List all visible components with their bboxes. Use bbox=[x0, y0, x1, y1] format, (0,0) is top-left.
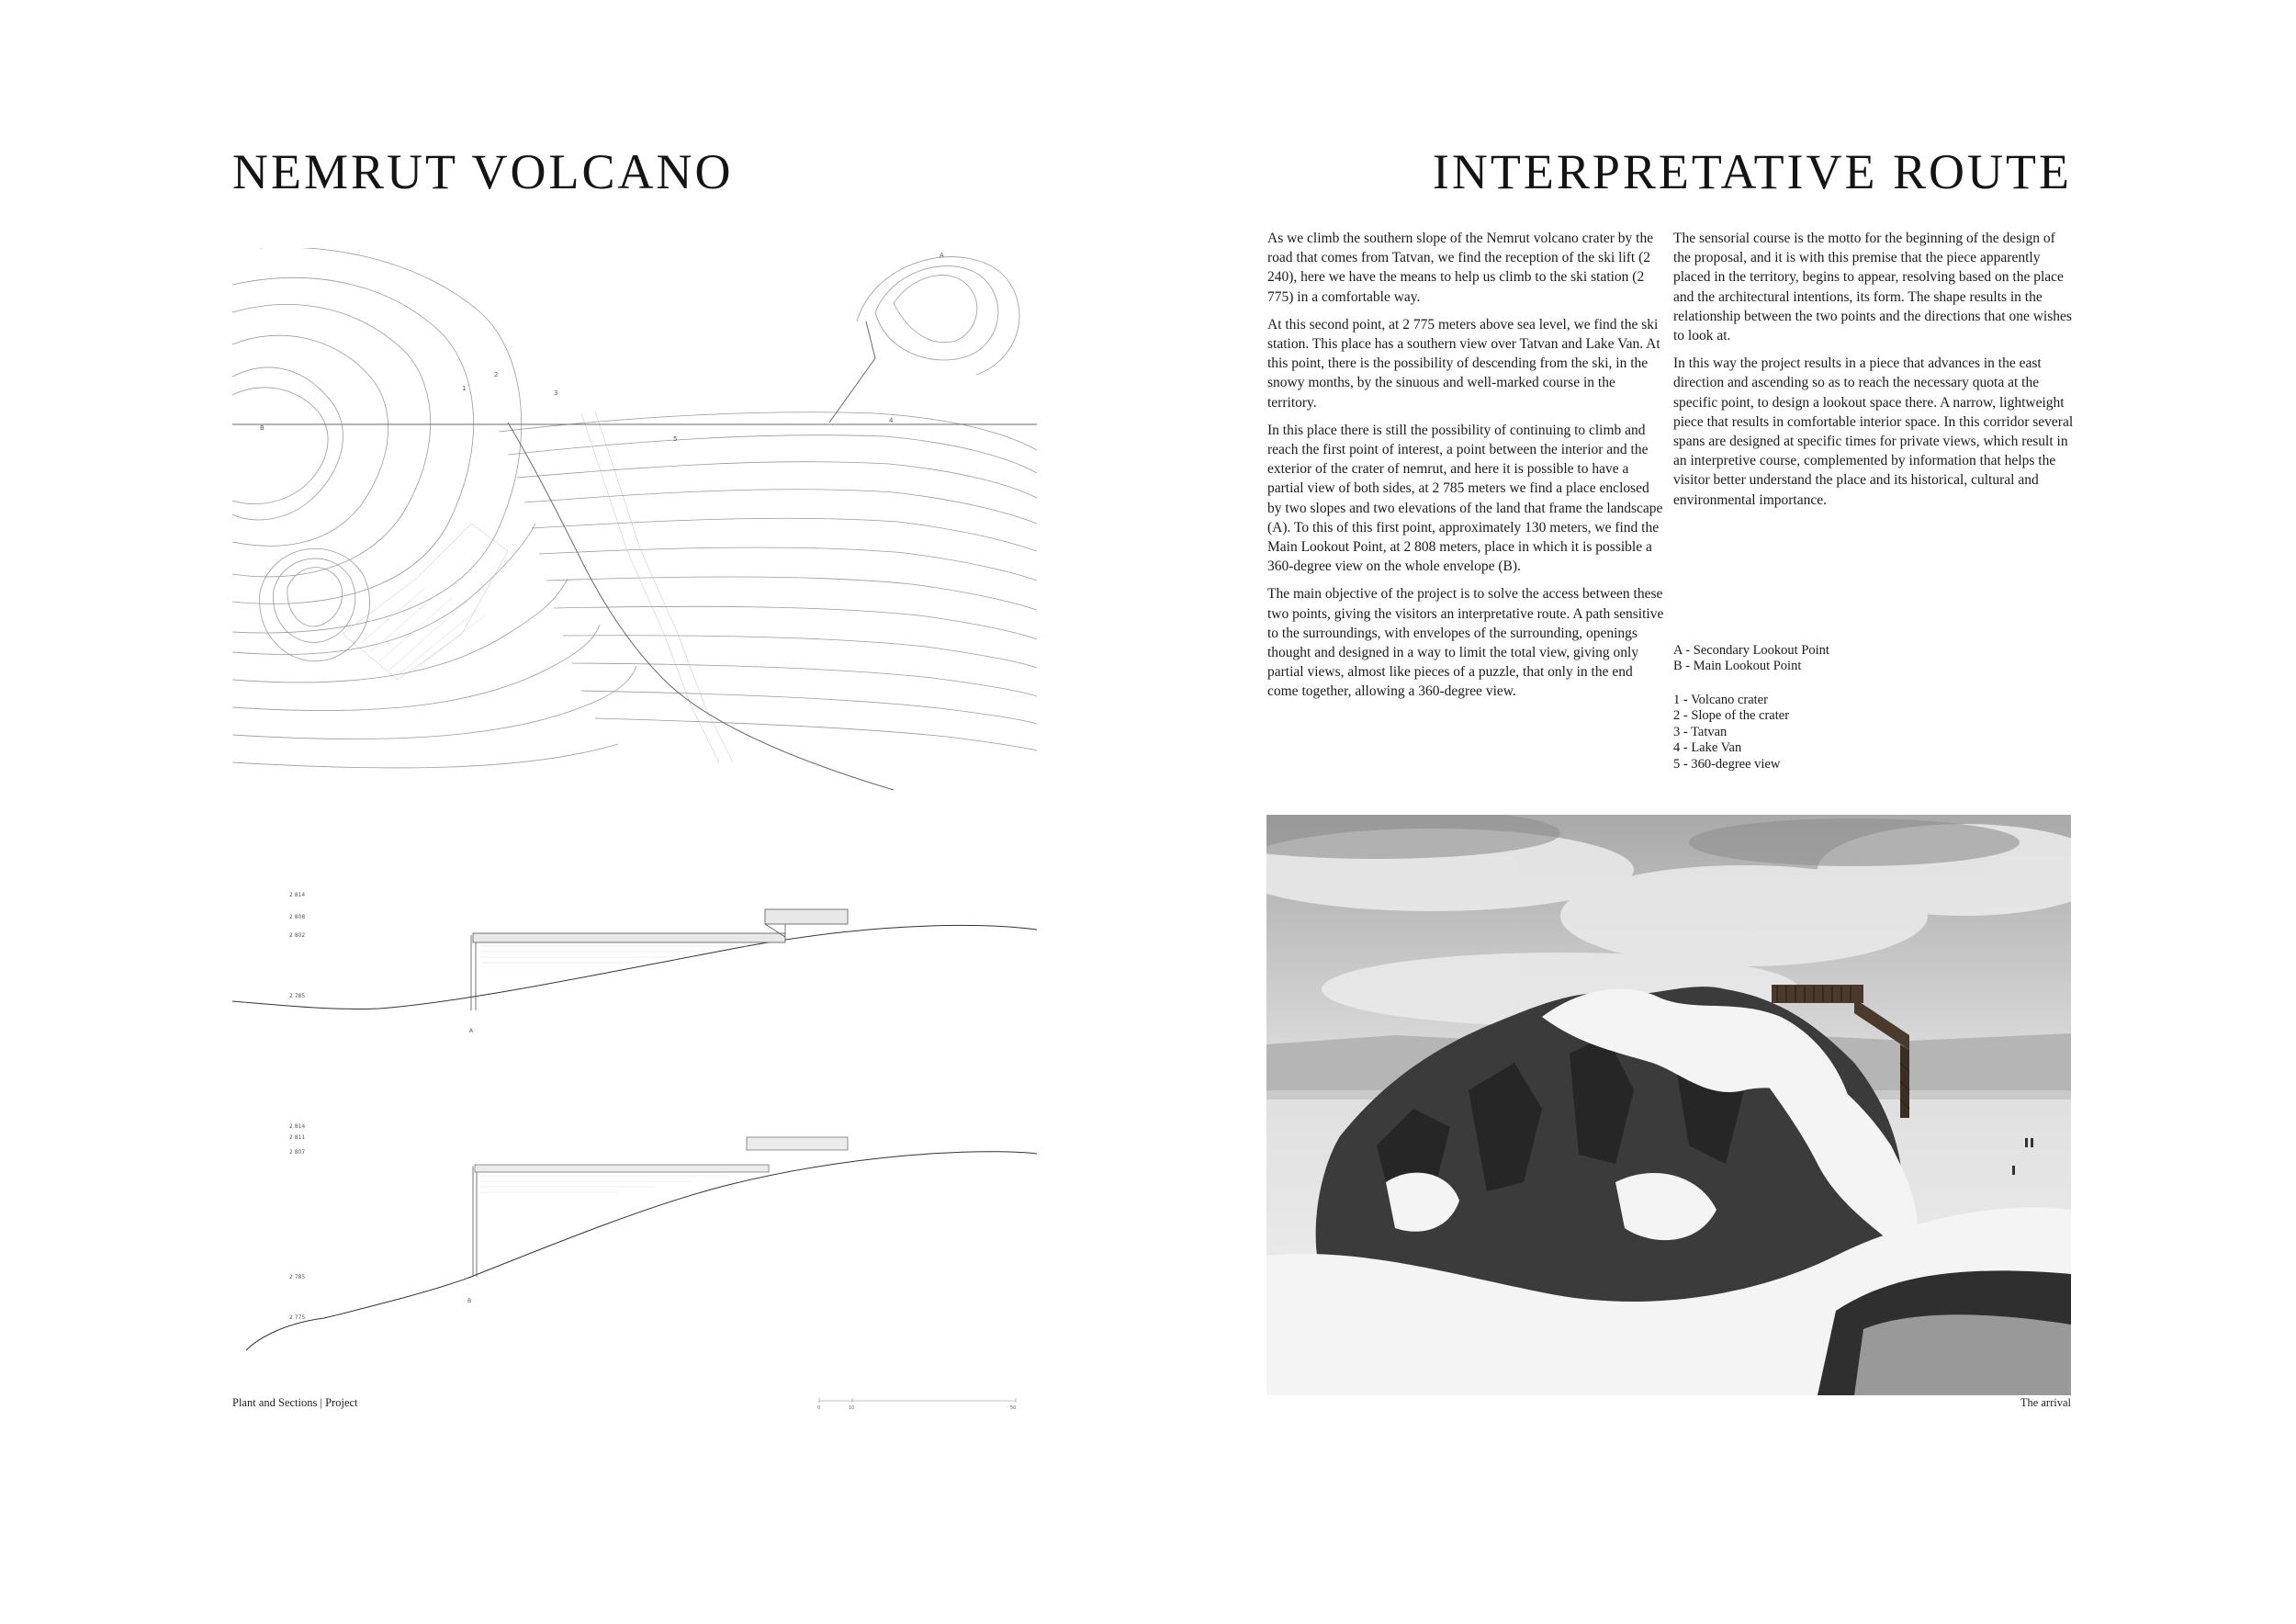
section-level-label: 2 814 bbox=[289, 1123, 306, 1130]
body-text-left-column bbox=[1267, 229, 1664, 710]
section-level-label: 2 785 bbox=[289, 1274, 306, 1280]
plan-point-label: 1 bbox=[462, 385, 467, 392]
paragraph: In this way the project results in a piece that advances in the east direction and ascending so as to reach the necessary quota at the specific point, to design a lookout space there. A narrow, lightweight piece that results in comfortable interior space. In this corridor several spans are designed at specific times for private views, which result in an interpretive course, complemented by information that helps the visitor better understand the place and its historical, cultural and environmental importance. bbox=[1673, 355, 2074, 508]
section-marker: B bbox=[467, 1298, 472, 1304]
legend-item: B - Main Lookout Point bbox=[1673, 659, 1802, 674]
legend-item: 4 - Lake Van bbox=[1673, 740, 1742, 756]
paragraph: The main objective of the project is to solve the access between these two points, giving the visitors an interpretative route. A path sensitive to the surroundings, with envelopes of the surrounding, openings thought and designed in a way to limit the total view, giving only partial views, almost like pieces of a puzzle, that only in the end come together, allowing a 360-degree view. bbox=[1267, 586, 1664, 700]
legend-item: 5 - 360-degree view bbox=[1673, 756, 1781, 772]
paragraph: As we climb the southern slope of the Nemrut volcano crater by the road that comes from Tatvan, we find the reception of the ski lift (2 240), here we have the means to help us climb to the ski station (2 775) in a comfortable way. bbox=[1267, 231, 1654, 305]
section-1 bbox=[232, 892, 1037, 1034]
plan-label-group bbox=[260, 252, 944, 443]
scale-tick-label: 50 bbox=[1010, 1405, 1017, 1411]
plan-point-label: B bbox=[260, 424, 264, 432]
section-level-label: 2 807 bbox=[289, 1149, 306, 1156]
section-level-label: 2 775 bbox=[289, 1314, 306, 1321]
legend-item: 2 - Slope of the crater bbox=[1673, 708, 1790, 724]
legend-item: A - Secondary Lookout Point bbox=[1673, 643, 1829, 658]
legend-item: 3 - Tatvan bbox=[1673, 724, 1728, 739]
arrival-photo bbox=[1266, 815, 2071, 1395]
section-level-label: 2 808 bbox=[289, 914, 306, 920]
section-level-label: 2 814 bbox=[289, 892, 306, 898]
plan-point-label: 3 bbox=[554, 389, 558, 397]
legend-numbered-places bbox=[1673, 693, 1789, 773]
section-marker: A bbox=[469, 1028, 474, 1034]
paragraph: In this place there is still the possibility of continuing to climb and reach the first point of interest, a point between the interior and the exterior of the crater of nemrut, and here it is possible to have a partial view of both sides, at 2 785 meters we find a place enclosed by two slopes and two elevations of the land that frame the landscape (A). To this of this first point, approximately 130 meters, we find the Main Lookout Point, at 2 808 meters, place in which it is possible a 360-degree view on the whole envelope (B). bbox=[1267, 422, 1663, 575]
section-level-label: 2 811 bbox=[289, 1134, 306, 1141]
caption-the-arrival: The arrival bbox=[2020, 1396, 2071, 1409]
caption-plant-sections: Plant and Sections | Project bbox=[232, 1396, 358, 1409]
plan-point-label: 5 bbox=[673, 435, 678, 443]
body-text-right-column bbox=[1673, 229, 2074, 518]
legend-item: 1 - Volcano crater bbox=[1673, 693, 1768, 707]
sections-drawing bbox=[232, 873, 1037, 1369]
plan-point-label: A bbox=[940, 252, 944, 259]
site-plan-drawing bbox=[232, 248, 1037, 803]
section-2 bbox=[246, 1123, 1037, 1350]
section-level-label: 2 802 bbox=[289, 932, 306, 939]
legend-lookout-points bbox=[1673, 643, 1829, 675]
page-title-left: NEMRUT VOLCANO bbox=[232, 144, 734, 199]
scale-tick-label: 0 bbox=[817, 1405, 821, 1411]
plan-point-label: 4 bbox=[889, 417, 894, 424]
scale-bar bbox=[812, 1396, 1032, 1411]
section-level-label: 2 785 bbox=[289, 993, 306, 999]
scale-tick-label: 10 bbox=[849, 1405, 855, 1411]
paragraph: The sensorial course is the motto for the beginning of the design of the proposal, and it is with this premise that the piece apparently placed in the territory, begins to appear, resolving based on the place and the architectural intentions, its form. The shape results in the relationship between the two points and the directions that one wishes to look at. bbox=[1673, 231, 2072, 344]
plan-point-label: 2 bbox=[494, 371, 499, 378]
page-title-right: INTERPRETATIVE ROUTE bbox=[1432, 144, 2072, 199]
paragraph: At this second point, at 2 775 meters above sea level, we find the ski station. This place has a southern view over Tatvan and Lake Van. At this point, there is the possibility of descending from the ski, in the snowy months, by the sinuous and well-marked course in the territory. bbox=[1267, 316, 1660, 411]
